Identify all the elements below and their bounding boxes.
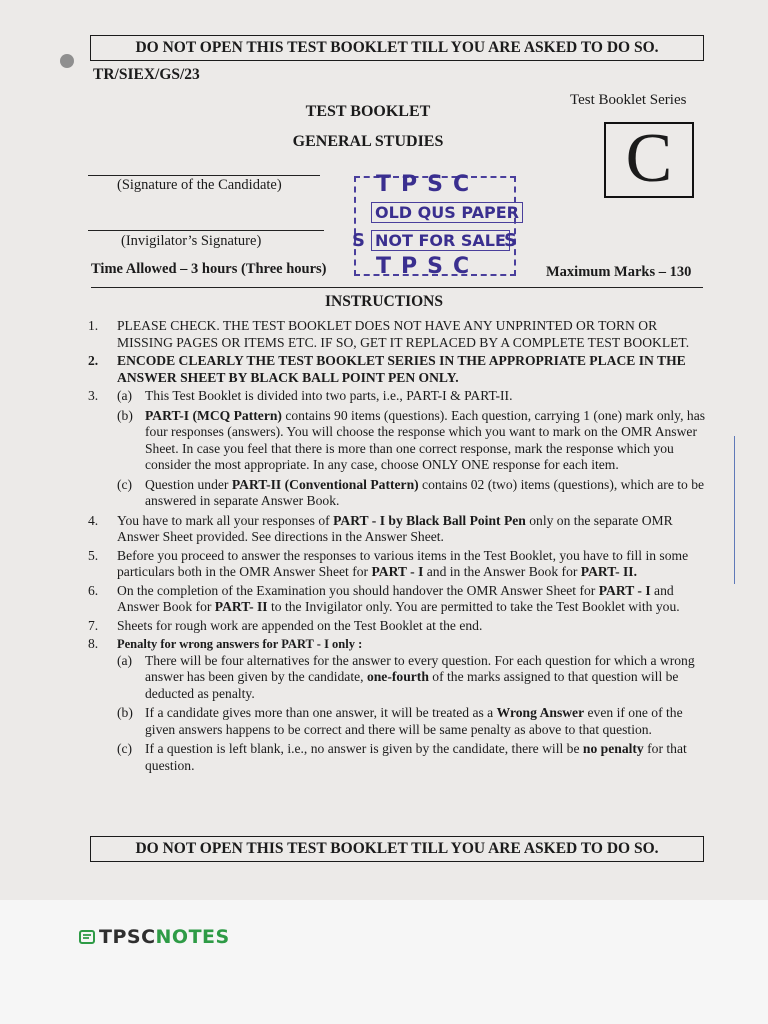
punch-hole xyxy=(60,54,74,68)
item-bold: PART- II xyxy=(214,599,268,614)
sub-item-text: for that question. xyxy=(145,741,687,773)
header-divider xyxy=(91,287,703,288)
sub-item-bold: PART-I (MCQ Pattern) xyxy=(145,407,282,423)
instructions-heading: INSTRUCTIONS xyxy=(324,293,443,310)
item-text: only on the separate OMR Answer Sheet provided. See directions in the Answer Sheet. xyxy=(117,512,673,544)
sub-item-bold: no penalty xyxy=(582,741,644,756)
stamp-line-2: NOT FOR SALE xyxy=(371,230,510,251)
item-text: You have to mark all your responses of xyxy=(117,512,334,528)
maximum-marks: Maximum Marks – 130 xyxy=(546,264,692,280)
sub-item-letter: (c) xyxy=(117,741,133,756)
item-bold: PART- II. xyxy=(580,564,637,579)
sub-item-text: even if one of the given answers happens to be correct and there will be same penalty as above to that question. xyxy=(145,705,683,737)
sub-item xyxy=(117,741,706,774)
candidate-signature-line xyxy=(88,175,320,176)
sub-item-letter: (c) xyxy=(117,476,133,492)
item-bold: PART - I by Black Ball Point Pen xyxy=(333,512,526,528)
instruction-item xyxy=(88,388,706,510)
sub-item-text: Question under xyxy=(145,476,232,492)
logo-text-part1: TPSC xyxy=(99,926,156,948)
item-text: to the Invigilator only. You are permitted to take the Test Booklet with you. xyxy=(267,599,680,614)
sub-item xyxy=(117,477,706,510)
instruction-item xyxy=(88,548,706,581)
instruction-item xyxy=(88,618,706,635)
stamp-side-left: S xyxy=(352,230,365,251)
item-number: 2. xyxy=(88,353,99,368)
item-bold: Penalty for wrong answers for PART - I only : xyxy=(117,637,363,651)
sub-item-text: contains 02 (two) items (questions), which are to be answered in separate Answer Book. xyxy=(145,476,705,508)
book-icon xyxy=(78,928,96,946)
sub-item xyxy=(117,653,706,703)
sub-item-text: This Test Booklet is divided into two parts, i.e., PART-I & PART-II. xyxy=(145,388,513,403)
sub-item-bold: Wrong Answer xyxy=(496,705,585,720)
booklet-subject: GENERAL STUDIES xyxy=(292,133,444,150)
item-bold: PART - I xyxy=(598,582,651,598)
sub-item-bold: one-fourth xyxy=(366,669,429,684)
instructions-list xyxy=(88,318,706,777)
item-number: 7. xyxy=(88,617,99,633)
instruction-item xyxy=(88,513,706,546)
item-text: On the completion of the Examination you should handover the OMR Answer Sheet for xyxy=(117,582,599,598)
item-text: Before you proceed to answer the responses to various items in the Test Booklet, you have to fill in some particulars both in the OMR Answer Sheet for xyxy=(117,547,689,579)
item-number: 5. xyxy=(88,547,99,563)
sub-item-letter: (b) xyxy=(117,705,133,720)
item-number: 8. xyxy=(88,636,99,651)
sub-item-letter: (b) xyxy=(117,407,133,423)
item-number: 6. xyxy=(88,582,99,598)
invigilator-signature-line xyxy=(88,230,324,231)
top-warning-banner: DO NOT OPEN THIS TEST BOOKLET TILL YOU ARE ASKED TO DO SO. xyxy=(90,35,704,61)
instruction-item xyxy=(88,318,706,351)
sub-item xyxy=(117,388,706,405)
tpscnotes-logo[interactable] xyxy=(78,926,230,948)
sub-item-text: There will be four alternatives for the answer to every question. For each question for which a wrong answer has been given by the candidate, xyxy=(145,652,695,684)
bottom-warning-banner: DO NOT OPEN THIS TEST BOOKLET TILL YOU ARE ASKED TO DO SO. xyxy=(90,836,704,862)
stamp-bottom-text: TPSC xyxy=(376,254,480,279)
instruction-item xyxy=(88,583,706,616)
sub-item-letter: (a) xyxy=(117,652,133,668)
sub-item-text: of the marks assigned to that question will be deducted as penalty. xyxy=(145,669,679,701)
margin-pen-mark xyxy=(734,436,735,584)
item-text: ENCODE CLEARLY THE TEST BOOKLET SERIES IN THE APPROPRIATE PLACE IN THE ANSWER SHEET BY BLACK BALL POINT PEN ONLY. xyxy=(117,353,686,385)
booklet-code: TR/SIEX/GS/23 xyxy=(93,66,200,83)
stamp-line-1: OLD QUS PAPER xyxy=(371,202,523,223)
item-bold: PART - I xyxy=(371,564,424,579)
booklet-title: TEST BOOKLET xyxy=(305,103,431,120)
logo-text-part2: NOTES xyxy=(155,926,230,948)
item-text: Sheets for rough work are appended on the Test Booklet at the end. xyxy=(117,617,483,633)
time-allowed: Time Allowed – 3 hours (Three hours) xyxy=(91,261,327,277)
candidate-signature-label: (Signature of the Candidate) xyxy=(117,177,282,193)
footer-band xyxy=(0,900,768,1024)
tpsc-stamp xyxy=(346,172,526,284)
stamp-top-text: TPSC xyxy=(376,172,480,197)
sub-item-bold: PART-II (Conventional Pattern) xyxy=(231,476,419,492)
item-number: 3. xyxy=(88,388,99,403)
item-text: and in the Answer Book for xyxy=(423,564,581,579)
sub-item-text: If a question is left blank, i.e., no answer is given by the candidate, there will be xyxy=(145,741,583,756)
item-number: 1. xyxy=(88,318,99,333)
sub-item xyxy=(117,408,706,474)
series-label: Test Booklet Series xyxy=(570,92,687,108)
sub-item-text: contains 90 items (questions). Each question, carrying 1 (one) mark only, has four responses (answers). You will choose the response which you want to mark on the OMR Answer Sheet. In case you feel that there is more than one correct response, mark the response which you consider the most appropriate. In any case, choose ONLY ONE response for each item. xyxy=(145,407,706,472)
sub-item-letter: (a) xyxy=(117,388,133,403)
invigilator-signature-label: (Invigilator’s Signature) xyxy=(121,233,262,249)
sub-item-text: If a candidate gives more than one answer, it will be treated as a xyxy=(145,705,497,720)
item-text: PLEASE CHECK. THE TEST BOOKLET DOES NOT HAVE ANY UNPRINTED OR TORN OR MISSING PAGES OR ITEMS ETC. IF SO, GET IT REPLACED BY A COMPLETE TEST BOOKLET. xyxy=(117,318,690,350)
stamp-side-right: S xyxy=(504,230,517,251)
sub-item xyxy=(117,705,706,738)
item-text: and Answer Book for xyxy=(117,582,674,614)
item-number: 4. xyxy=(88,512,99,528)
instruction-item xyxy=(88,353,706,386)
series-letter-box: C xyxy=(604,122,694,198)
instruction-item xyxy=(88,636,706,774)
